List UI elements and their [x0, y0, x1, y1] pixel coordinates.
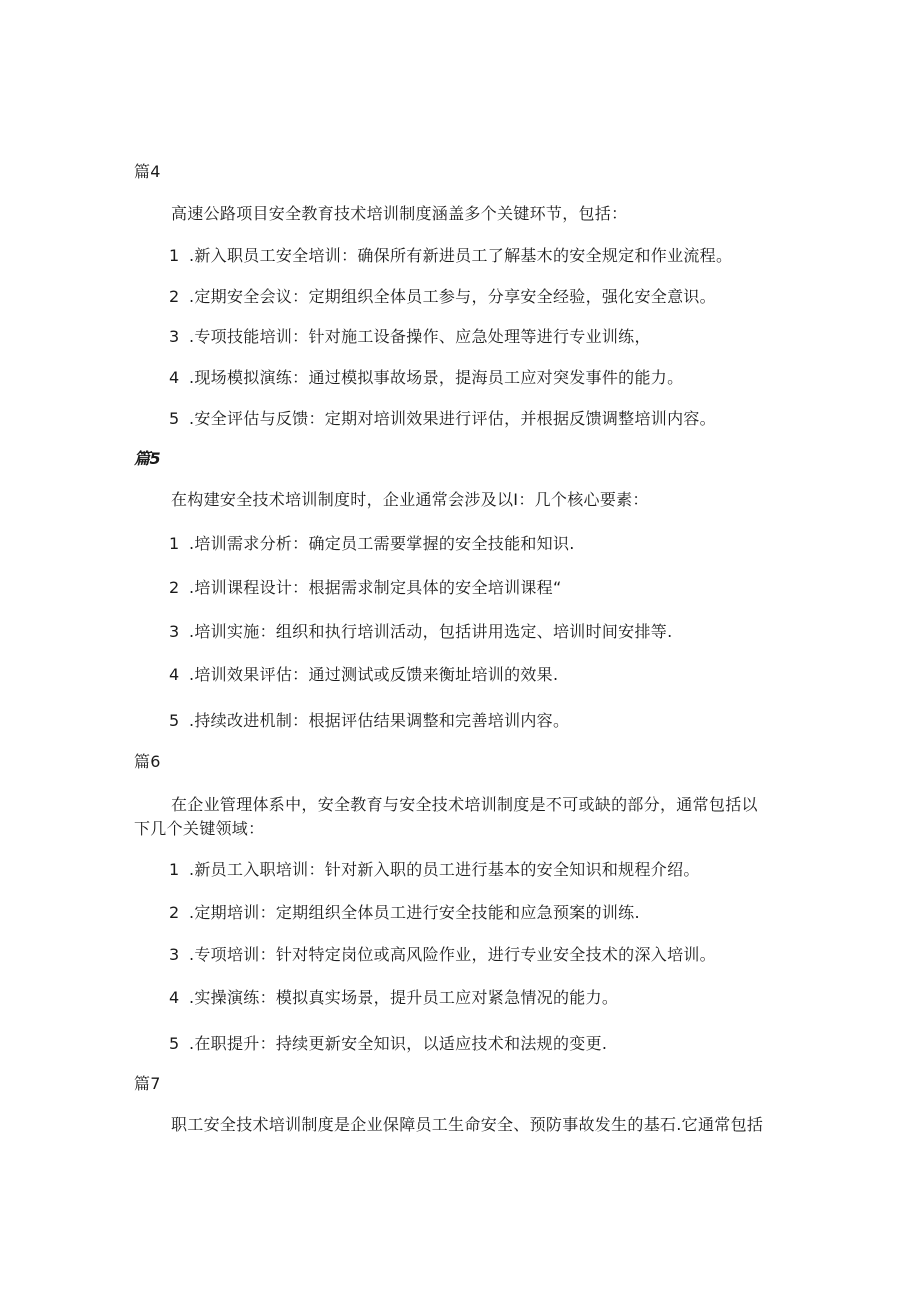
- section-intro-4: 高速公路项目安全教育技术培训制度涵盖多个关键环节，包括：: [171, 204, 628, 223]
- list-item-number: 1: [169, 860, 180, 879]
- list-item-text: .培训需求分析：确定员工需要掌握的安全技能和知识.: [189, 534, 575, 553]
- list-item-number: 1: [169, 246, 180, 265]
- list-item-text: .培训课程设计：根据需求制定具体的安全培训课程“: [189, 578, 562, 597]
- list-item-text: .安全评估与反馈：定期对培训效果进行评估，并根据反馈调整培训内容。: [189, 409, 716, 428]
- list-item-text: .在职提升：持续更新安全知识，以适应技术和法规的变更.: [189, 1034, 608, 1053]
- list-item-number: 5: [169, 1034, 180, 1053]
- section-heading-5: 篇5: [134, 449, 161, 468]
- list-item-number: 4: [169, 988, 180, 1007]
- list-item: [169, 409, 716, 429]
- section-intro-6-continued: 下几个关键领域：: [134, 819, 265, 838]
- section-heading-7: 篇7: [134, 1074, 161, 1093]
- list-item-text: .培训实施：组织和执行培训活动，包括讲用选定、培训时间安排等.: [189, 622, 673, 641]
- list-item-text: .现场模拟演练：通过模拟事故场景，提海员工应对突发事件的能力。: [189, 368, 684, 387]
- list-item: [169, 368, 683, 388]
- list-item: [169, 945, 716, 965]
- list-item-number: 5: [169, 409, 180, 428]
- section-intro-7: 职工安全技术培训制度是企业保障员工生命安全、预防事故发生的基石.它通常包括: [171, 1115, 764, 1134]
- list-item-text: .新员工入职培训：针对新入职的员工进行基本的安全知识和规程介绍。: [189, 860, 700, 879]
- section-intro-5: 在构建安全技术培训制度时，企业通常会涉及以I：几个核心要素：: [171, 490, 649, 509]
- list-item: [169, 988, 618, 1008]
- list-item-number: 3: [169, 327, 180, 346]
- list-item-number: 3: [169, 945, 180, 964]
- list-item-number: 4: [169, 665, 180, 684]
- list-item: [169, 1034, 607, 1054]
- list-item-text: .专项培训：针对特定岗位或高风险作业，进行专业安全技术的深入培训。: [189, 945, 716, 964]
- list-item: [169, 327, 651, 347]
- list-item: [169, 903, 640, 923]
- list-item: [169, 665, 558, 685]
- list-item: [169, 860, 700, 880]
- list-item-text: .专项技能培训：针对施工设备操作、应急处理等进行专业训练，: [189, 327, 651, 346]
- list-item: [169, 578, 562, 598]
- list-item: [169, 246, 732, 266]
- list-item-text: .持续改进机制：根据评估结果调整和完善培训内容。: [189, 711, 570, 730]
- section-intro-6: 在企业管理体系中，安全教育与安全技术培训制度是不可或缺的部分，通常包括以: [171, 795, 758, 814]
- list-item: [169, 534, 575, 554]
- list-item-text: .新入职员工安全培训：确保所有新进员工了解基木的安全规定和作业流程。: [189, 246, 733, 265]
- list-item-text: .定期安全会议：定期组织全体员工参与，分享安全经验，强化安全意识。: [189, 287, 716, 306]
- list-item-text: .培训效果评估：通过测试或反馈来衡址培训的效果.: [189, 665, 559, 684]
- list-item-number: 1: [169, 534, 180, 553]
- section-heading-6: 篇6: [134, 752, 161, 771]
- list-item-number: 2: [169, 287, 180, 306]
- list-item-number: 2: [169, 903, 180, 922]
- section-heading-4: 篇4: [134, 162, 161, 181]
- list-item-number: 3: [169, 622, 180, 641]
- list-item-number: 5: [169, 711, 180, 730]
- list-item-number: 4: [169, 368, 180, 387]
- list-item-number: 2: [169, 578, 180, 597]
- list-item-text: .定期培训：定期组织全体员工进行安全技能和应急预案的训练.: [189, 903, 640, 922]
- list-item: [169, 711, 569, 731]
- list-item-text: .实操演练：模拟真实场景，提升员工应对紧急情况的能力。: [189, 988, 619, 1007]
- list-item: [169, 287, 716, 307]
- list-item: [169, 622, 672, 642]
